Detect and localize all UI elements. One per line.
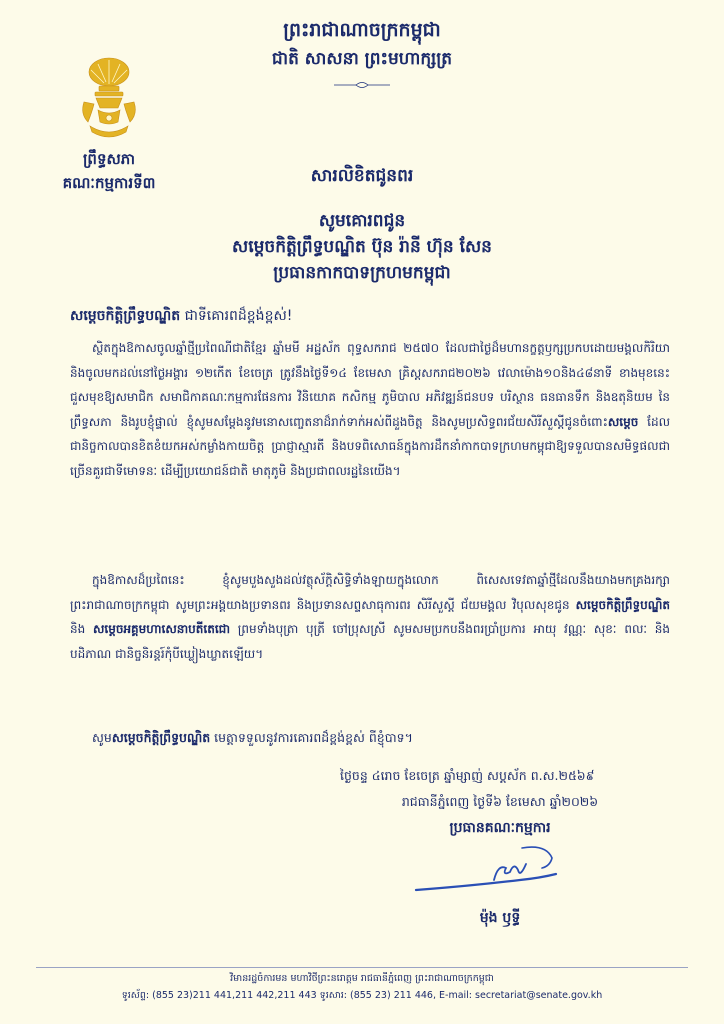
signer-title: ប្រធានគណៈកម្មការ [449,820,551,836]
salutation-rest: ជាទីគោរពដ៏ខ្ពង់ខ្ពស់! [180,308,293,324]
closing-bold: សម្តេចកិត្តិព្រឹទ្ធបណ្ឌិត [111,730,211,745]
addressee-title: ប្រធានកាកបាទក្រហមកម្ពុជា [273,263,451,283]
salutation-bold: សម្តេចកិត្តិព្រឹទ្ធបណ្ឌិត [70,308,181,324]
handwritten-signature-icon [410,840,560,900]
footer-divider [36,967,688,968]
para1-bold: សម្តេច [607,414,639,429]
closing-text-b: មេត្តាទទួលនូវការគោរពដ៏ខ្ពង់ខ្ពស់ ពីខ្ញុំបាទ។ [210,730,413,745]
lunar-date: ថ្ងៃចន្ទ ៤រោច ខែចេត្រ ឆ្នាំម្សាញ់ សប្តស័ក ព.ស.២៥៦៩ [340,768,595,783]
para2-text-a: ក្នុងឱកាសដ៏ប្រពៃនេះ ខ្ញុំសូមបួងសួងដល់វត្ថុស័ក្តិសិទ្ធិទាំងឡាយក្នុងលោក ពិសេសទេវតាឆ្នាំថ្មីដែលនឹងយាងមកគ្រងរក្សាព្រះរាជាណាចក្រកម្ពុជា សូមព្រះអង្គយាងប្រទានពរ និងប្រទានសព្ទសាធុការពរ សិរីសួស្តី ជ័យមង្គល វិបុលសុខជូន [70,573,670,612]
respect-line: សូមគោរពជូន [318,211,406,231]
para2-text-b: ព្រមទាំងបុត្រា បុត្រី ចៅប្រុសស្រី សូមសមប្រកបនឹងពរប្រាំប្រការ អាយុ វណ្ណៈ សុខៈ ពលៈ និងបដិភាណ ជានិច្ចនិរន្តរ៍កុំបីឃ្លៀងឃ្លាតឡើយ។ [70,622,670,661]
place-and-solar-date: រាជធានីភ្នំពេញ ថ្ងៃទី៦ ខែមេសា ឆ្នាំ២០២៦ [401,794,599,809]
signer-name: ម៉ុង ឫទ្ធី [479,910,521,926]
senate-emblem-icon [76,52,142,144]
document-type-title: សារលិខិតជូនពរ [310,166,414,186]
salutation [70,306,670,327]
body-paragraph-2 [70,568,670,666]
footer-address: វិមានរដ្ឋចំការមន មហាវិថីព្រះនរោត្តម រាជធានីភ្នំពេញ ព្រះរាជាណាចក្រកម្ពុជា [230,973,494,984]
para2-bold-1: សម្តេចកិត្តិព្រឹទ្ធបណ្ឌិត [575,597,670,612]
divider-ornament-icon [332,80,392,90]
kingdom-heading: ព្រះរាជាណាចក្រកម្ពុជា [283,19,441,41]
para1-text-a: ស្ថិតក្នុងឱកាសចូលឆ្នាំថ្មីប្រពៃណីជាតិខ្មែរ ឆ្នាំមមី អដ្ឋស័ក ពុទ្ធសករាជ ២៥៧០ ដែលជាថ្ងៃដ៏មហានក្ខត្តឫក្សប្រកបដោយមង្គលកិរិយានិងចូលមកដល់នៅថ្ងៃអង្គារ ១២កើត ខែចេត្រ ត្រូវនឹងថ្ងៃទី១៤ ខែមេសា គ្រិស្តសករាជ២០២៦ វេលាម៉ោង១០និង៤៨នាទី ខាងមុខនេះ ជួសមុខឱ្យសមាជិក សមាជិកាគណៈកម្មការផែនការ វិនិយោគ កសិកម្ម ភូមិបាល អភិវឌ្ឍន៍ជនបទ បរិស្ថាន ធនធានទឹក និងឧតុនិយម នៃព្រឹទ្ធសភា និងរូបខ្ញុំផ្ទាល់ ខ្ញុំសូមសម្តែងនូវមនោសញ្ចេតនាដ៏រាក់ទាក់អស់ពីដួងចិត្ត និងសូមប្រសិទ្ធពរជ័យសិរីសួស្តីជូនចំពោះ [70,341,670,429]
para2-bold-2: សម្តេចអគ្គមហាសេនាបតីតេជោ [92,622,231,636]
committee-name: គណៈកម្មការទី៣ [62,174,156,192]
para2-text-mid: និង [70,622,93,636]
closing-line [92,730,672,749]
body-paragraph-1 [70,336,670,483]
para1-text-b: ដែលជានិច្ចកាលបានខិតខំយកអស់កម្លាំងកាយចិត្ត ប្រាជ្ញាស្មារតី និងបទពិសោធន៍ក្នុងការដឹកនាំកាកបាទក្រហមកម្ពុជាឱ្យទទួលបានសមិទ្ធផលជាច្រើនគួរជាទីមោទនៈ ដើម្បីប្រយោជន៍ជាតិ មាតុភូមិ និងប្រជាពលរដ្ឋនៃយើង។ [70,414,670,478]
senate-name: ព្រឹទ្ធសភា [82,150,136,168]
national-motto: ជាតិ សាសនា ព្រះមហាក្សត្រ [271,49,453,69]
closing-text-a: សូម [92,730,112,745]
footer-contact: ទូរស័ព្ទ: (855 23)211 441,211 442,211 443 ទូរសារ: (855 23) 211 446, E-mail: secretariat@senate.gov.kh [121,990,603,1001]
addressee-name: សម្តេចកិត្តិព្រឹទ្ធបណ្ឌិត ប៊ុន រ៉ានី ហ៊ុន សែន [232,237,492,257]
